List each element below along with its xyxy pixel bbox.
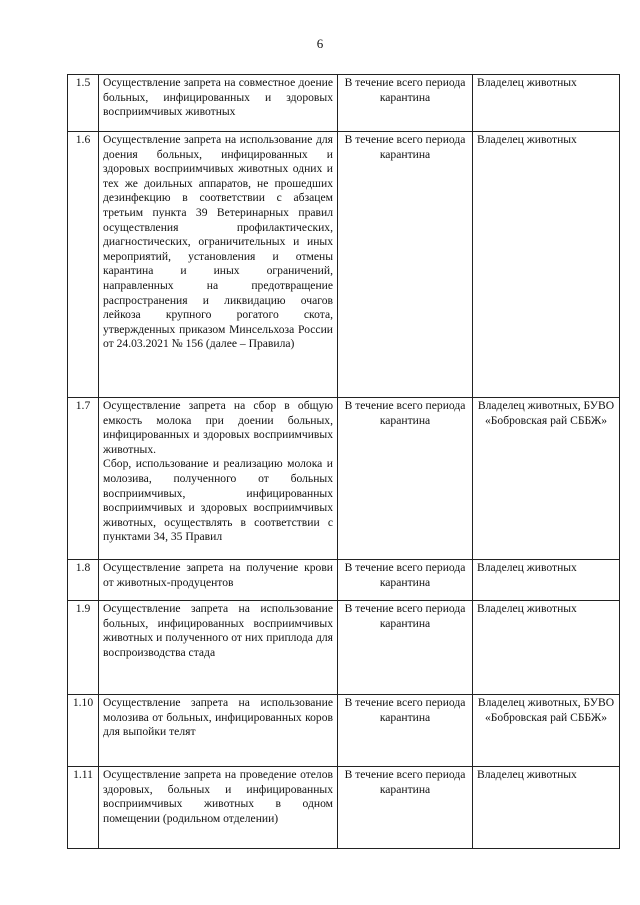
- row-responsible: Владелец животных: [473, 75, 620, 132]
- row-term: В течение всего периода карантина: [338, 601, 473, 695]
- page-number: 6: [316, 36, 324, 51]
- row-responsible: Владелец животных: [473, 601, 620, 695]
- measures-table: [67, 74, 620, 849]
- row-term: В течение всего периода карантина: [338, 695, 473, 767]
- row-term: В течение всего периода карантина: [338, 132, 473, 398]
- row-responsible: Владелец животных: [473, 560, 620, 601]
- action-paragraph: Осуществление запрета на использование больных, инфицированных восприимчивых животных и полученного от них приплода для воспроизводства стада: [103, 602, 333, 659]
- action-paragraph: Осуществление запрета на получение крови от животных-продуцентов: [103, 561, 333, 589]
- row-responsible: Владелец животных: [473, 132, 620, 398]
- action-paragraph: Осуществление запрета на совместное доение больных, инфицированных и здоровых восприимчивых животных: [103, 76, 333, 119]
- row-number: 1.9: [68, 601, 99, 695]
- table-row: [68, 601, 620, 695]
- table-row: [68, 132, 620, 398]
- row-action: [99, 560, 338, 601]
- row-term: В течение всего периода карантина: [338, 767, 473, 849]
- action-paragraph: Осуществление запрета на сбор в общую емкость молока при доении больных, инфицированных и здоровых восприимчивых животных.: [103, 399, 333, 456]
- row-responsible: Владелец животных, БУВО «Бобровская рай СББЖ»: [473, 398, 620, 560]
- row-action: [99, 601, 338, 695]
- row-term: В течение всего периода карантина: [338, 560, 473, 601]
- row-number: 1.7: [68, 398, 99, 560]
- action-paragraph: Осуществление запрета на использование молозива от больных, инфицированных коров для выпойки телят: [103, 696, 333, 739]
- row-responsible: Владелец животных: [473, 767, 620, 849]
- row-responsible: Владелец животных, БУВО «Бобровская рай СББЖ»: [473, 695, 620, 767]
- action-paragraph: Сбор, использование и реализацию молока и молозива, полученного от больных восприимчивых, инфицированных восприимчивых и здоровых восприимчивых животных, осуществлять в соответствии с пунктами 34, 35 Правил: [103, 457, 333, 544]
- row-action: [99, 75, 338, 132]
- table-row: [68, 75, 620, 132]
- row-number: 1.11: [68, 767, 99, 849]
- row-term: В течение всего периода карантина: [338, 398, 473, 560]
- row-number: 1.10: [68, 695, 99, 767]
- row-action: [99, 767, 338, 849]
- row-number: 1.5: [68, 75, 99, 132]
- row-number: 1.8: [68, 560, 99, 601]
- table-row: [68, 695, 620, 767]
- row-number: 1.6: [68, 132, 99, 398]
- row-action: [99, 695, 338, 767]
- table-row: [68, 767, 620, 849]
- action-paragraph: Осуществление запрета на использование для доения больных, инфицированных и здоровых восприимчивых животных одних и тех же доильных аппаратов, не прошедших дезинфекцию в соответствии с абзацем третьим пункта 39 Ветеринарных правил осуществления профилактических, диагностических, ограничительных и иных мероприятий, установления и отмены карантина и иных ограничений, направленных на предотвращение распространения и ликвидацию очагов лейкоза крупного рогатого скота, утвержденных приказом Минсельхоза России от 24.03.2021 № 156 (далее – Правила): [103, 133, 333, 351]
- row-action: [99, 398, 338, 560]
- row-term: В течение всего периода карантина: [338, 75, 473, 132]
- action-paragraph: Осуществление запрета на проведение отелов здоровых, больных и инфицированных восприимчивых животных в одном помещении (родильном отделении): [103, 768, 333, 825]
- row-action: [99, 132, 338, 398]
- table-row: [68, 560, 620, 601]
- table-row: [68, 398, 620, 560]
